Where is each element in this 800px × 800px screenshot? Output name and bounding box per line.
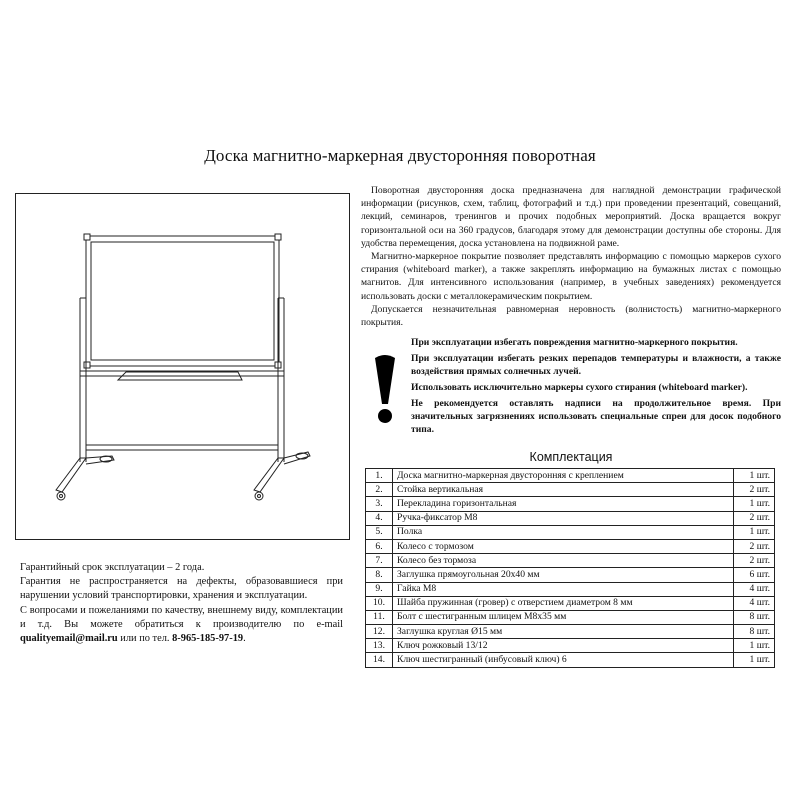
kit-title: Комплектация	[529, 450, 613, 464]
kit-row-quantity: 1 шт.	[734, 497, 775, 511]
contact-text-mid: или по тел.	[117, 633, 173, 645]
warnings-block	[361, 336, 781, 446]
kit-row	[366, 469, 775, 483]
kit-row-number: 10.	[366, 596, 393, 610]
kit-row-quantity: 1 шт.	[734, 525, 775, 539]
warning-item: Не рекомендуется оставлять надписи на продолжительное время. При значительных загрязнениях использовать специальные спреи для досок подобного типа.	[411, 398, 781, 435]
kit-row	[366, 610, 775, 624]
kit-row-quantity: 1 шт.	[734, 469, 775, 483]
kit-row-name: Шайба пружинная (гровер) с отверстием диаметром 8 мм	[393, 596, 734, 610]
kit-row-name: Ключ рожковый 13/12	[393, 639, 734, 653]
kit-row-number: 9.	[366, 582, 393, 596]
warning-item: При эксплуатации избегать резких перепадов температуры и влажности, а также воздействия прямых солнечных лучей.	[411, 353, 781, 377]
kit-row	[366, 639, 775, 653]
kit-row-number: 14.	[366, 653, 393, 667]
contact-info	[20, 604, 343, 647]
kit-row-name: Колесо с тормозом	[393, 539, 734, 553]
kit-row	[366, 525, 775, 539]
warning-item: При эксплуатации избегать повреждения магнитно-маркерного покрытия.	[411, 337, 738, 348]
kit-row-name: Стойка вертикальная	[393, 483, 734, 497]
warnings-list	[411, 336, 781, 439]
description-paragraph: Поворотная двусторонняя доска предназначена для наглядной демонстрации графической информации (рисунков, схем, таблиц, фотографий и т.д.) при проведении презентаций, совещаний, лекций, семинаров, тренингов и прочих подобных мероприятий. Доска вращается вокруг горизонтальной оси на 360 градусов, благодаря этому для демонстрации доступны обе стороны. Для удобства перемещения, доска установлена на подвижной раме.	[361, 185, 781, 249]
kit-row-number: 4.	[366, 511, 393, 525]
kit-row-name: Болт с шестигранным шлицем М8х35 мм	[393, 610, 734, 624]
kit-row	[366, 497, 775, 511]
kit-row-quantity: 6 шт.	[734, 568, 775, 582]
kit-row	[366, 625, 775, 639]
contact-email[interactable]: qualityemail@mail.ru	[20, 633, 118, 645]
contact-phone: 8-965-185-97-19	[172, 633, 244, 645]
kit-row-name: Колесо без тормоза	[393, 554, 734, 568]
kit-row-number: 7.	[366, 554, 393, 568]
kit-row-number: 1.	[366, 469, 393, 483]
kit-row	[366, 539, 775, 553]
warranty-info	[20, 561, 343, 646]
kit-row-number: 6.	[366, 539, 393, 553]
kit-row-quantity: 4 шт.	[734, 582, 775, 596]
kit-row-quantity: 2 шт.	[734, 511, 775, 525]
kit-row-quantity: 1 шт.	[734, 653, 775, 667]
kit-row	[366, 653, 775, 667]
contact-text: С вопросами и пожеланиями по качеству, внешнему виду, комплектации и т.д. Вы можете обратиться к производителю по e-mail	[20, 604, 343, 630]
kit-row-name: Перекладина горизонтальная	[393, 497, 734, 511]
kit-row	[366, 483, 775, 497]
kit-row-name: Заглушка круглая Ø15 мм	[393, 625, 734, 639]
kit-row-quantity: 8 шт.	[734, 625, 775, 639]
exclamation-icon	[368, 354, 402, 426]
kit-row-number: 12.	[366, 625, 393, 639]
description-paragraph: Магнитно-маркерное покрытие позволяет представлять информацию с помощью маркеров сухого стирания (whiteboard marker), а также закреплять информацию на бумажных листах с помощью магнитов. Для интенсивного использования (например, в учебных заведениях) рекомендуется использовать доски с металлокерамическим покрытием.	[361, 251, 781, 302]
kit-row-quantity: 2 шт.	[734, 483, 775, 497]
whiteboard-drawing	[16, 194, 351, 541]
contact-text-end: .	[243, 633, 246, 645]
kit-row-number: 13.	[366, 639, 393, 653]
kit-row	[366, 554, 775, 568]
page-title: Доска магнитно-маркерная двусторонняя поворотная	[204, 146, 596, 165]
kit-row-quantity: 8 шт.	[734, 610, 775, 624]
kit-table	[365, 468, 775, 668]
kit-row-number: 2.	[366, 483, 393, 497]
warning-item: Использовать исключительно маркеры сухого стирания (whiteboard marker).	[411, 382, 748, 393]
kit-row-number: 11.	[366, 610, 393, 624]
kit-row	[366, 582, 775, 596]
warranty-exclusions: Гарантия не распространяется на дефекты, образовавшиеся при нарушении условий транспортировки, хранения и эксплуатации.	[20, 576, 343, 602]
description-paragraph: Допускается незначительная равномерная неровность (волнистость) магнитно-маркерного покрытия.	[361, 303, 781, 329]
kit-row-number: 5.	[366, 525, 393, 539]
warranty-period: Гарантийный срок эксплуатации – 2 года.	[20, 562, 205, 573]
kit-row-name: Заглушка прямоугольная 20х40 мм	[393, 568, 734, 582]
product-description	[361, 184, 781, 329]
kit-row-name: Гайка М8	[393, 582, 734, 596]
kit-row	[366, 568, 775, 582]
kit-row-number: 8.	[366, 568, 393, 582]
kit-row-quantity: 2 шт.	[734, 539, 775, 553]
kit-row	[366, 511, 775, 525]
kit-row	[366, 596, 775, 610]
whiteboard-illustration	[15, 193, 350, 540]
kit-row-number: 3.	[366, 497, 393, 511]
kit-row-name: Ключ шестигранный (инбусовый ключ) 6	[393, 653, 734, 667]
kit-row-name: Доска магнитно-маркерная двусторонняя с креплением	[393, 469, 734, 483]
kit-row-quantity: 1 шт.	[734, 639, 775, 653]
kit-row-quantity: 4 шт.	[734, 596, 775, 610]
kit-row-quantity: 2 шт.	[734, 554, 775, 568]
kit-row-name: Полка	[393, 525, 734, 539]
kit-row-name: Ручка-фиксатор М8	[393, 511, 734, 525]
